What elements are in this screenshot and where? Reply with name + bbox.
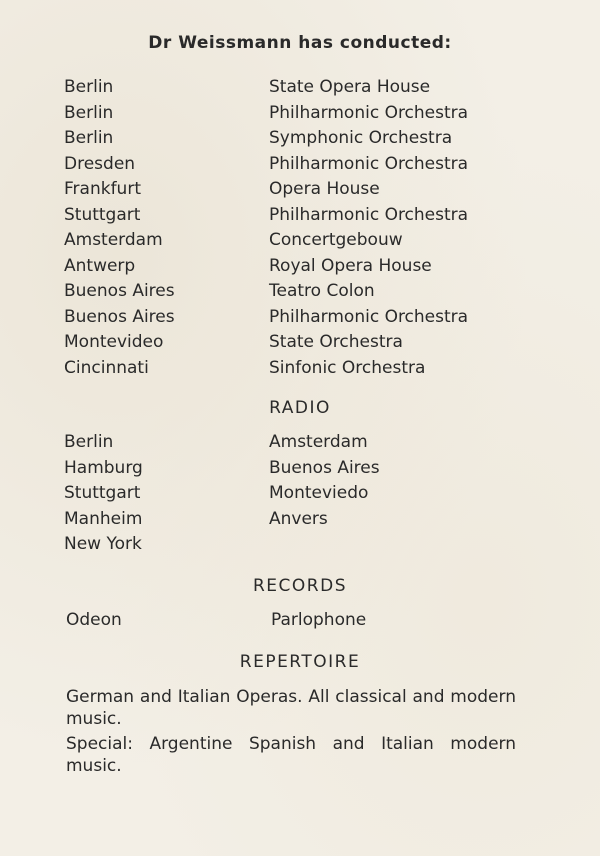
city: Montevideo	[64, 332, 164, 352]
list-item	[64, 126, 544, 152]
list-item	[64, 356, 544, 382]
list-item	[64, 481, 544, 507]
city: Manheim	[64, 508, 143, 529]
venue: Concertgebouw	[269, 230, 403, 250]
venue: Opera House	[269, 179, 380, 199]
list-item	[64, 101, 544, 127]
repertoire-paragraph: German and Italian Operas. All classical and modern music.	[66, 687, 516, 729]
record-label: Odeon	[66, 610, 122, 630]
city: Berlin	[64, 77, 114, 97]
city: Stuttgart	[64, 483, 141, 503]
page-title: Dr Weissmann has conducted:	[148, 33, 452, 53]
venue: Philharmonic Orchestra	[269, 153, 469, 174]
list-item	[64, 203, 544, 229]
repertoire-special-paragraph: Special: Argentine Spanish and Italian modern music.	[66, 734, 516, 776]
city: Buenos Aires	[64, 306, 175, 327]
city: Dresden	[64, 153, 136, 174]
repertoire-heading: REPERTOIRE	[239, 652, 361, 672]
list-item	[64, 456, 544, 482]
records-list	[64, 608, 544, 634]
venue: Sinfonic Orchestra	[269, 357, 426, 378]
city: Cincinnati	[64, 357, 149, 378]
list-item	[64, 305, 544, 331]
venue: Teatro Colon	[269, 281, 375, 301]
venue: Philharmonic Orchestra	[269, 204, 469, 225]
city: Berlin	[64, 128, 114, 148]
list-item	[64, 507, 544, 533]
city: Monteviedo	[269, 483, 369, 503]
city: Amsterdam	[64, 230, 163, 250]
city: Buenos Aires	[269, 457, 380, 478]
list-item	[64, 608, 544, 634]
venue: Symphonic Orchestra	[269, 128, 453, 148]
list-item	[64, 177, 544, 203]
list-item	[64, 430, 544, 456]
city: Hamburg	[64, 457, 143, 478]
city: Frankfurt	[64, 179, 141, 199]
city: Anvers	[269, 508, 328, 529]
city: Berlin	[64, 432, 114, 452]
list-item	[64, 330, 544, 356]
conducted-list	[64, 75, 544, 381]
city: Antwerp	[64, 255, 136, 276]
list-item	[64, 152, 544, 178]
venue: State Orchestra	[269, 332, 403, 352]
venue: Philharmonic Orchestra	[269, 306, 469, 327]
list-item	[64, 254, 544, 280]
venue: State Opera House	[269, 77, 431, 97]
city: New York	[64, 534, 142, 554]
city: Stuttgart	[64, 204, 141, 225]
radio-list	[64, 430, 544, 558]
city: Berlin	[64, 102, 114, 123]
city: Buenos Aires	[64, 281, 175, 301]
list-item	[64, 279, 544, 305]
record-label: Parlophone	[271, 610, 367, 630]
list-item	[64, 75, 544, 101]
venue: Philharmonic Orchestra	[269, 102, 469, 123]
list-item	[64, 532, 544, 558]
records-heading: RECORDS	[253, 576, 347, 596]
radio-heading: RADIO	[269, 398, 331, 418]
list-item	[64, 228, 544, 254]
venue: Royal Opera House	[269, 255, 432, 276]
city: Amsterdam	[269, 432, 368, 452]
